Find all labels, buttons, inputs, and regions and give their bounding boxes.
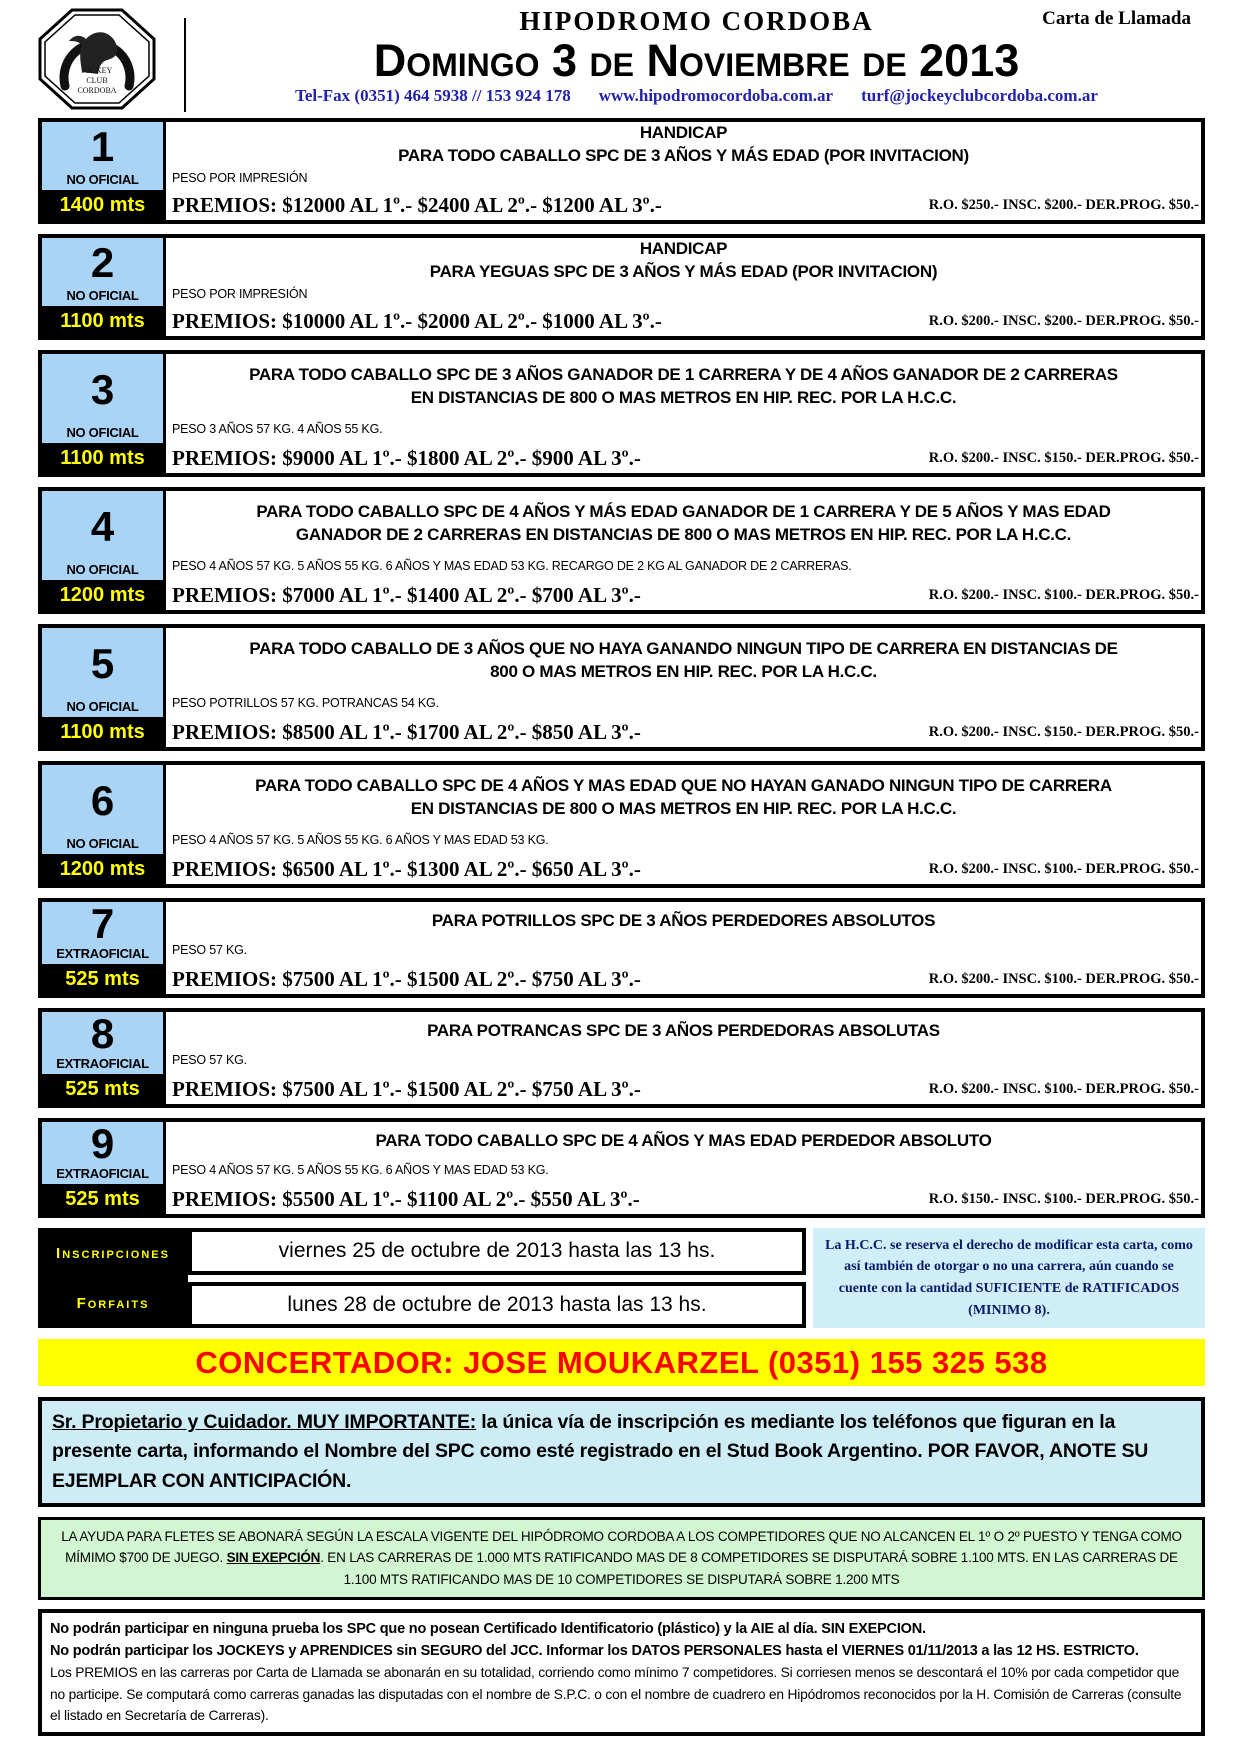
race-status-label: NO OFICIAL [66, 699, 139, 714]
email-text: turf@jockeyclubcordoba.com.ar [861, 86, 1098, 105]
hcc-reservation-note: La H.C.C. se reserva el derecho de modificar esta carta, como así también de otorgar o no una carrera, aún cuando se cuente con la cantidad SUFICIENTE de RATIFICADOS (MINIMO 8). [813, 1228, 1205, 1328]
race-title-line1: PARA TODO CABALLO SPC DE 4 AÑOS Y MÁS EDAD GANADOR DE 1 CARRERA Y DE 5 AÑOS Y MAS EDAD [256, 501, 1111, 521]
svg-text:CORDOBA: CORDOBA [77, 86, 117, 95]
race-weight-conditions: PESO POR IMPRESIÓN [172, 170, 308, 185]
race-prizes: PREMIOS: $6500 AL 1º.- $1300 AL 2º.- $650 AL 3º.- [172, 856, 641, 881]
race-distance: 525 mts [42, 1184, 163, 1214]
forfaits-deadline: lunes 28 de octubre de 2013 hasta las 13 hs. [188, 1282, 806, 1329]
schedule-labels-panel [38, 1228, 188, 1328]
fletes-text-part1: LA AYUDA PARA FLETES SE ABONARÁ SEGÚN LA ESCALA VIGENTE DEL HIPÓDROMO CORDOBA A LOS COMPETIDORES QUE NO ALCANCEN EL 1º O 2º PUESTO Y TENGA COMO MÍMIMO $700 DE JUEGO. [61, 1528, 1182, 1566]
race-fees: R.O. $200.- INSC. $100.- DER.PROG. $50.- [928, 970, 1199, 987]
race-title-line1: PARA TODO CABALLO DE 3 AÑOS QUE NO HAYA GANANDO NINGUN TIPO DE CARRERA EN DISTANCIAS DE [249, 638, 1118, 658]
race-title-line1: HANDICAP [639, 123, 728, 142]
race-title-line2: EN DISTANCIAS DE 800 O MAS METROS EN HIP. REC. POR LA H.C.C. [410, 798, 957, 818]
race-title-line2: GANADOR DE 2 CARRERAS EN DISTANCIAS DE 800 O MAS METROS EN HIP. REC. POR LA H.C.C. [295, 524, 1072, 544]
rule-line-3: Los PREMIOS en las carreras por Carta de Llamada se abonarán en su totalidad, corriendo como mínimo 7 competidores. Si corriesen menos se descontará el 10% por cada competidor que no participe. Se computará como carreras ganadas las disputadas con el nombre de S.P.C. o con el nombre de cuadrero en Hipódromos reconocidos por la H. Comisión de Carreras (consulte el listado en Secretaría de Carreras). [50, 1665, 1182, 1724]
race-title-line1: PARA POTRANCAS SPC DE 3 AÑOS PERDEDORAS ABSOLUTAS [427, 1020, 940, 1040]
inscriptions-deadline: viernes 25 de octubre de 2013 hasta las 13 hs. [188, 1228, 806, 1275]
forfaits-label: Forfaits [76, 1294, 150, 1312]
inscriptions-label: Inscripciones [56, 1244, 170, 1262]
race-card-4 [38, 487, 1205, 614]
race-distance: 525 mts [42, 964, 163, 994]
fletes-notice-box [38, 1517, 1205, 1600]
race-prizes: PREMIOS: $10000 AL 1º.- $2000 AL 2º.- $1000 AL 3º.- [172, 309, 662, 334]
website-text: www.hipodromocordoba.com.ar [598, 86, 834, 105]
important-notice-body: la única vía de inscripción es mediante los teléfonos que figuran en la presente carta, informando el Nombre del SPC como esté registrado en el Stud Book Argentino. POR FAVOR, ANOTE SU EJEMPLAR CON ANTICIPACIÓN. [52, 1411, 1149, 1492]
race-status-label: EXTRAOFICIAL [56, 1166, 149, 1181]
race-fees: R.O. $250.- INSC. $200.- DER.PROG. $50.- [928, 197, 1199, 214]
rules-box [38, 1609, 1205, 1736]
race-card-7 [38, 898, 1205, 998]
race-number: 4 [90, 502, 115, 550]
race-prizes: PREMIOS: $5500 AL 1º.- $1100 AL 2º.- $550 AL 3º.- [172, 1186, 640, 1211]
race-title-line1: PARA POTRILLOS SPC DE 3 AÑOS PERDEDORES ABSOLUTOS [431, 910, 936, 930]
race-distance: 525 mts [42, 1074, 163, 1104]
race-prizes: PREMIOS: $12000 AL 1º.- $2400 AL 2º.- $1200 AL 3º.- [172, 193, 662, 218]
race-title-line1: PARA TODO CABALLO SPC DE 4 AÑOS Y MAS EDAD QUE NO HAYAN GANADO NINGUN TIPO DE CARRERA [255, 775, 1112, 795]
race-card-5 [38, 624, 1205, 751]
race-status-label: NO OFICIAL [66, 288, 139, 303]
doc-type-label: Carta de Llamada [1042, 8, 1191, 29]
race-weight-conditions: PESO POTRILLOS 57 KG. POTRANCAS 54 KG. [172, 696, 439, 710]
race-number: 2 [90, 239, 115, 286]
race-number: 3 [90, 365, 115, 413]
race-card-3 [38, 350, 1205, 477]
race-card-9 [38, 1118, 1205, 1218]
race-prizes: PREMIOS: $9000 AL 1º.- $1800 AL 2º.- $900 AL 3º.- [172, 445, 641, 470]
hipodromo-title: HIPODROMO CORDOBA [519, 6, 874, 36]
race-prizes: PREMIOS: $7500 AL 1º.- $1500 AL 2º.- $750 AL 3º.- [172, 966, 641, 991]
race-fees: R.O. $200.- INSC. $100.- DER.PROG. $50.- [928, 860, 1199, 877]
jockey-club-cordoba-logo [38, 8, 156, 110]
race-prizes: PREMIOS: $8500 AL 1º.- $1700 AL 2º.- $850 AL 3º.- [172, 719, 641, 744]
race-title-line2: EN DISTANCIAS DE 800 O MAS METROS EN HIP. REC. POR LA H.C.C. [410, 387, 957, 407]
race-card-2 [38, 234, 1205, 340]
race-fees: R.O. $200.- INSC. $150.- DER.PROG. $50.- [928, 449, 1199, 466]
race-fees: R.O. $200.- INSC. $100.- DER.PROG. $50.- [928, 586, 1199, 603]
important-notice-lead: Sr. Propietario y Cuidador. MUY IMPORTANTE: [52, 1411, 477, 1433]
race-status-label: EXTRAOFICIAL [56, 1056, 149, 1071]
race-day-date: Domingo 3 de Noviembre de 2013 [373, 35, 1020, 86]
race-prizes: PREMIOS: $7000 AL 1º.- $1400 AL 2º.- $700 AL 3º.- [172, 582, 641, 607]
race-fees: R.O. $200.- INSC. $150.- DER.PROG. $50.- [928, 723, 1199, 740]
rule-line-1: No podrán participar en ninguna prueba los SPC que no posean Certificado Identificatorio (plástico) y la AIE al día. SIN EXEPCION. [50, 1620, 926, 1637]
race-weight-conditions: PESO 57 KG. [172, 1053, 247, 1067]
race-distance: 1100 mts [42, 443, 163, 473]
race-distance: 1400 mts [42, 190, 163, 220]
race-title-line2: PARA YEGUAS SPC DE 3 AÑOS Y MÁS EDAD (POR INVITACION) [429, 261, 938, 281]
race-status-label: NO OFICIAL [66, 172, 139, 187]
race-status-label: EXTRAOFICIAL [56, 946, 149, 961]
important-notice-box [38, 1397, 1205, 1507]
race-title-line2: 800 O MAS METROS EN HIP. REC. POR LA H.C.C. [490, 661, 877, 681]
race-fees: R.O. $200.- INSC. $100.- DER.PROG. $50.- [928, 1080, 1199, 1097]
document-header [38, 6, 1205, 118]
svg-text:JOCKEY: JOCKEY [81, 66, 113, 75]
race-title-line2: PARA TODO CABALLO SPC DE 3 AÑOS Y MÁS EDAD (POR INVITACION) [398, 145, 969, 165]
race-distance: 1100 mts [42, 717, 163, 747]
race-number: 8 [90, 1010, 115, 1057]
race-title-line1: PARA TODO CABALLO SPC DE 3 AÑOS GANADOR DE 1 CARRERA Y DE 4 AÑOS GANADOR DE 2 CARRERAS [249, 364, 1118, 384]
race-prizes: PREMIOS: $7500 AL 1º.- $1500 AL 2º.- $750 AL 3º.- [172, 1076, 641, 1101]
race-weight-conditions: PESO 3 AÑOS 57 KG. 4 AÑOS 55 KG. [172, 422, 383, 436]
race-weight-conditions: PESO 4 AÑOS 57 KG. 5 AÑOS 55 KG. 6 AÑOS Y MAS EDAD 53 KG. RECARGO DE 2 KG AL GANADOR DE 2 CARRERAS. [172, 559, 852, 573]
race-status-label: NO OFICIAL [66, 425, 139, 440]
race-distance: 1200 mts [42, 580, 163, 610]
race-card-8 [38, 1008, 1205, 1108]
race-status-label: NO OFICIAL [66, 836, 139, 851]
race-number: 9 [90, 1120, 115, 1167]
race-number: 1 [90, 123, 115, 170]
race-card-6 [38, 761, 1205, 888]
race-weight-conditions: PESO 57 KG. [172, 943, 247, 957]
race-number: 7 [90, 900, 115, 947]
fletes-text-underlined: SIN EXEPCIÓN [226, 1550, 321, 1566]
race-weight-conditions: PESO POR IMPRESIÓN [172, 286, 308, 301]
header-divider [184, 18, 186, 112]
race-title-line1: PARA TODO CABALLO SPC DE 4 AÑOS Y MAS EDAD PERDEDOR ABSOLUTO [375, 1130, 992, 1150]
race-number: 6 [90, 776, 115, 824]
concertador-banner: CONCERTADOR: JOSE MOUKARZEL (0351) 155 325 538 [38, 1339, 1205, 1386]
race-card-1 [38, 118, 1205, 224]
schedule-section [38, 1228, 1205, 1328]
fletes-text-part2: . EN LAS CARRERAS DE 1.000 MTS RATIFICANDO MAS DE 8 COMPETIDORES SE DISPUTARÁ SOBRE 1.100 MTS. EN LAS CARRERAS DE 1.100 MTS RATIFICANDO MAS DE 10 COMPETIDORES SE DISPUTARÁ SOBRE 1.200 MTS [320, 1550, 1178, 1587]
race-fees: R.O. $200.- INSC. $200.- DER.PROG. $50.- [928, 313, 1199, 330]
race-weight-conditions: PESO 4 AÑOS 57 KG. 5 AÑOS 55 KG. 6 AÑOS Y MAS EDAD 53 KG. [172, 1163, 549, 1177]
telfax-text: Tel-Fax (0351) 464 5938 // 153 924 178 [295, 86, 571, 105]
race-distance: 1200 mts [42, 854, 163, 884]
race-title-line1: HANDICAP [639, 239, 728, 258]
race-status-label: NO OFICIAL [66, 562, 139, 577]
race-weight-conditions: PESO 4 AÑOS 57 KG. 5 AÑOS 55 KG. 6 AÑOS Y MAS EDAD 53 KG. [172, 833, 549, 847]
race-fees: R.O. $150.- INSC. $100.- DER.PROG. $50.- [928, 1190, 1199, 1207]
svg-text:CLUB: CLUB [86, 76, 108, 85]
race-number: 5 [90, 639, 115, 687]
race-distance: 1100 mts [42, 306, 163, 336]
rule-line-2: No podrán participar los JOCKEYS y APRENDICES sin SEGURO del JCC. Informar los DATOS PERSONALES hasta el VIERNES 01/11/2013 a las 12 HS. ESTRICTO. [50, 1643, 1139, 1659]
